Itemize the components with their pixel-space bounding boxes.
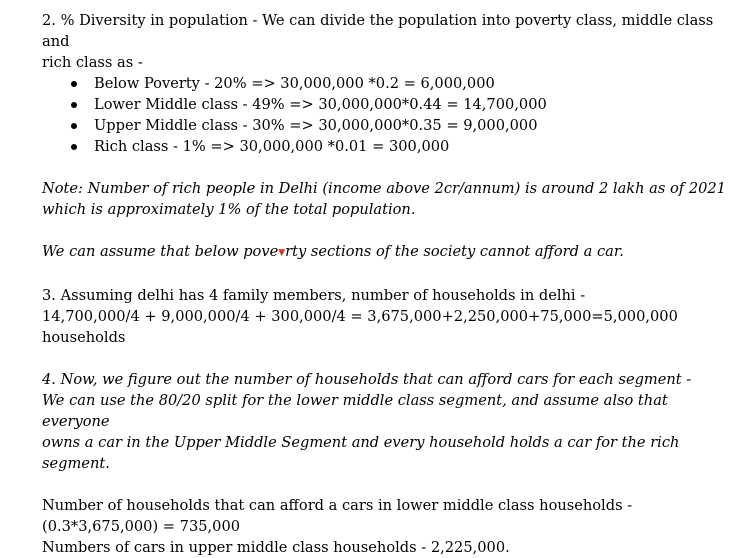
list-item — [94, 73, 732, 94]
households-line2: (0.3*3,675,000) = 735,000 — [42, 518, 241, 535]
section2-intro-line2: rich class as - — [42, 54, 143, 71]
spacer — [42, 264, 732, 285]
households-line3: Numbers of cars in upper middle class households - 2,225,000. — [42, 539, 510, 556]
section3-line2: 14,700,000/4 + 9,000,000/4 + 300,000/4 = 3,675,000+2,250,000+75,000=5,000,000 — [42, 308, 678, 325]
list-item-text: Below Poverty - 20% => 30,000,000 *0.2 = 6,000,000 — [94, 75, 495, 92]
assumption-text-after: rty sections of the society cannot afford a car. — [285, 243, 624, 260]
assumption-text-before: We can assume that below pove — [42, 243, 279, 260]
bullet-icon — [71, 123, 77, 129]
list-item — [94, 94, 732, 115]
document-body — [42, 10, 732, 558]
list-item — [94, 136, 732, 157]
spacer — [42, 474, 732, 495]
spacer — [42, 157, 732, 178]
bullet-icon — [71, 102, 77, 108]
assumption-line — [42, 241, 732, 264]
bullet-icon — [71, 81, 77, 87]
list-item — [94, 115, 732, 136]
section4-line3: owns a car in the Upper Middle Segment and every household holds a car for the rich segment. — [42, 434, 680, 472]
bullet-icon — [71, 144, 77, 150]
list-item-text: Rich class - 1% => 30,000,000 *0.01 = 300,000 — [94, 138, 450, 155]
section3-line1: 3. Assuming delhi has 4 family members, number of households in delhi - — [42, 287, 586, 304]
section4-line2: We can use the 80/20 split for the lower middle class segment, and assume also that everyone — [42, 392, 668, 430]
section2-intro-line1: 2. % Diversity in population - We can divide the population into poverty class, middle class and — [42, 12, 714, 50]
list-item-text: Lower Middle class - 49% => 30,000,000*0.44 = 14,700,000 — [94, 96, 547, 113]
text-cursor-icon: ▼ — [278, 248, 286, 258]
spacer — [42, 348, 732, 369]
spacer — [42, 220, 732, 241]
list-item-text: Upper Middle class - 30% => 30,000,000*0.35 = 9,000,000 — [94, 117, 538, 134]
population-class-list — [42, 73, 732, 157]
note-line2: which is approximately 1% of the total population. — [42, 201, 416, 218]
section3-line3: households — [42, 329, 126, 346]
section4-line1: 4. Now, we figure out the number of households that can afford cars for each segment - — [42, 371, 692, 388]
households-line1: Number of households that can afford a cars in lower middle class households - — [42, 497, 633, 514]
note-line1: Note: Number of rich people in Delhi (income above 2cr/annum) is around 2 lakh as of 2021 — [42, 180, 726, 197]
